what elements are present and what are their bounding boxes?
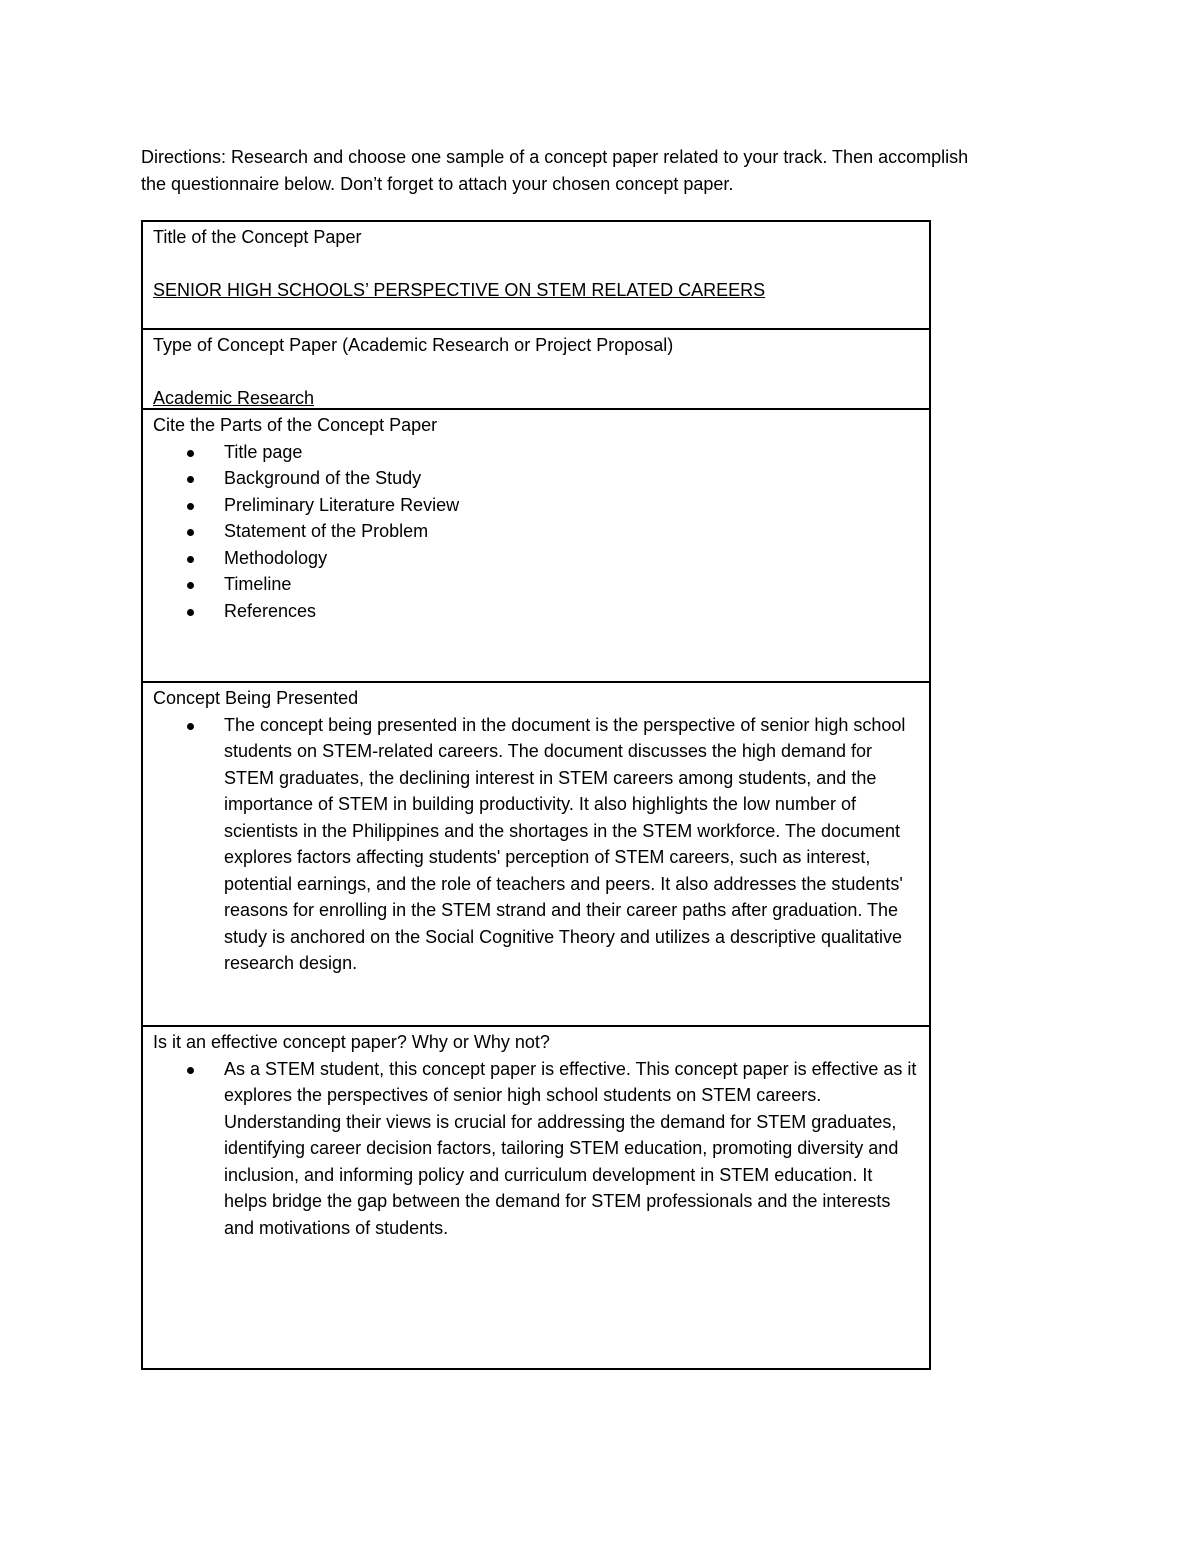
title-cell xyxy=(143,222,929,328)
concept-cell xyxy=(143,681,929,1025)
parts-label: Cite the Parts of the Concept Paper xyxy=(153,415,438,435)
concept-text: The concept being presented in the document is the perspective of senior high school students on STEM-related careers. The document discusses the high demand for STEM graduates, the declining interest in STEM careers among students, and the importance of STEM in building productivity. It also highlights the low number of scientists in the Philippines and the shortages in the STEM workforce. The document explores factors affecting students' perception of STEM careers, such as interest, potential earnings, and the role of teachers and peers. It also addresses the students' reasons for enrolling in the STEM strand and their career paths after graduation. The study is anchored on the Social Cognitive Theory and utilizes a descriptive qualitative research design. xyxy=(224,714,906,973)
bullet-icon xyxy=(187,503,194,510)
effective-label: Is it an effective concept paper? Why or Why not? xyxy=(153,1032,550,1052)
list-item xyxy=(153,712,917,977)
effective-list xyxy=(153,1056,917,1242)
list-item xyxy=(153,1056,917,1242)
type-label: Type of Concept Paper (Academic Research or Project Proposal) xyxy=(153,335,674,355)
effective-cell xyxy=(143,1025,929,1368)
title-value: SENIOR HIGH SCHOOLS’ PERSPECTIVE ON STEM RELATED CAREERS xyxy=(153,280,766,300)
bullet-icon xyxy=(187,1067,194,1074)
type-value: Academic Research xyxy=(153,388,315,408)
bullet-icon xyxy=(187,582,194,589)
bullet-icon xyxy=(187,476,194,483)
list-item: Title page xyxy=(153,439,917,466)
type-cell xyxy=(143,328,929,408)
bullet-icon xyxy=(187,450,194,457)
parts-cell xyxy=(143,408,929,681)
list-item: Timeline xyxy=(153,571,917,598)
list-item: References xyxy=(153,598,917,625)
concept-label: Concept Being Presented xyxy=(153,688,359,708)
effective-text: As a STEM student, this concept paper is effective. This concept paper is effective as it explores the perspectives of senior high school students on STEM careers. Understanding their views is crucial for addressing the demand for STEM graduates, identifying career decision factors, tailoring STEM education, promoting diversity and inclusion, and informing policy and curriculum development in STEM education. It helps bridge the gap between the demand for STEM professionals and the interests and motivations of students. xyxy=(224,1058,917,1238)
title-label: Title of the Concept Paper xyxy=(153,227,362,247)
bullet-icon xyxy=(187,609,194,616)
bullet-icon xyxy=(187,556,194,563)
bullet-icon xyxy=(187,723,194,730)
parts-list xyxy=(153,439,917,625)
directions-text: Directions: Research and choose one sample of a concept paper related to your track. Then accomplish the questionnaire below. Don’t forget to attach your chosen concept paper. xyxy=(141,147,969,194)
concept-list xyxy=(153,712,917,977)
list-item: Preliminary Literature Review xyxy=(153,492,917,519)
list-item: Background of the Study xyxy=(153,465,917,492)
list-item: Methodology xyxy=(153,545,917,572)
bullet-icon xyxy=(187,529,194,536)
questionnaire-table xyxy=(141,220,931,1370)
list-item: Statement of the Problem xyxy=(153,518,917,545)
